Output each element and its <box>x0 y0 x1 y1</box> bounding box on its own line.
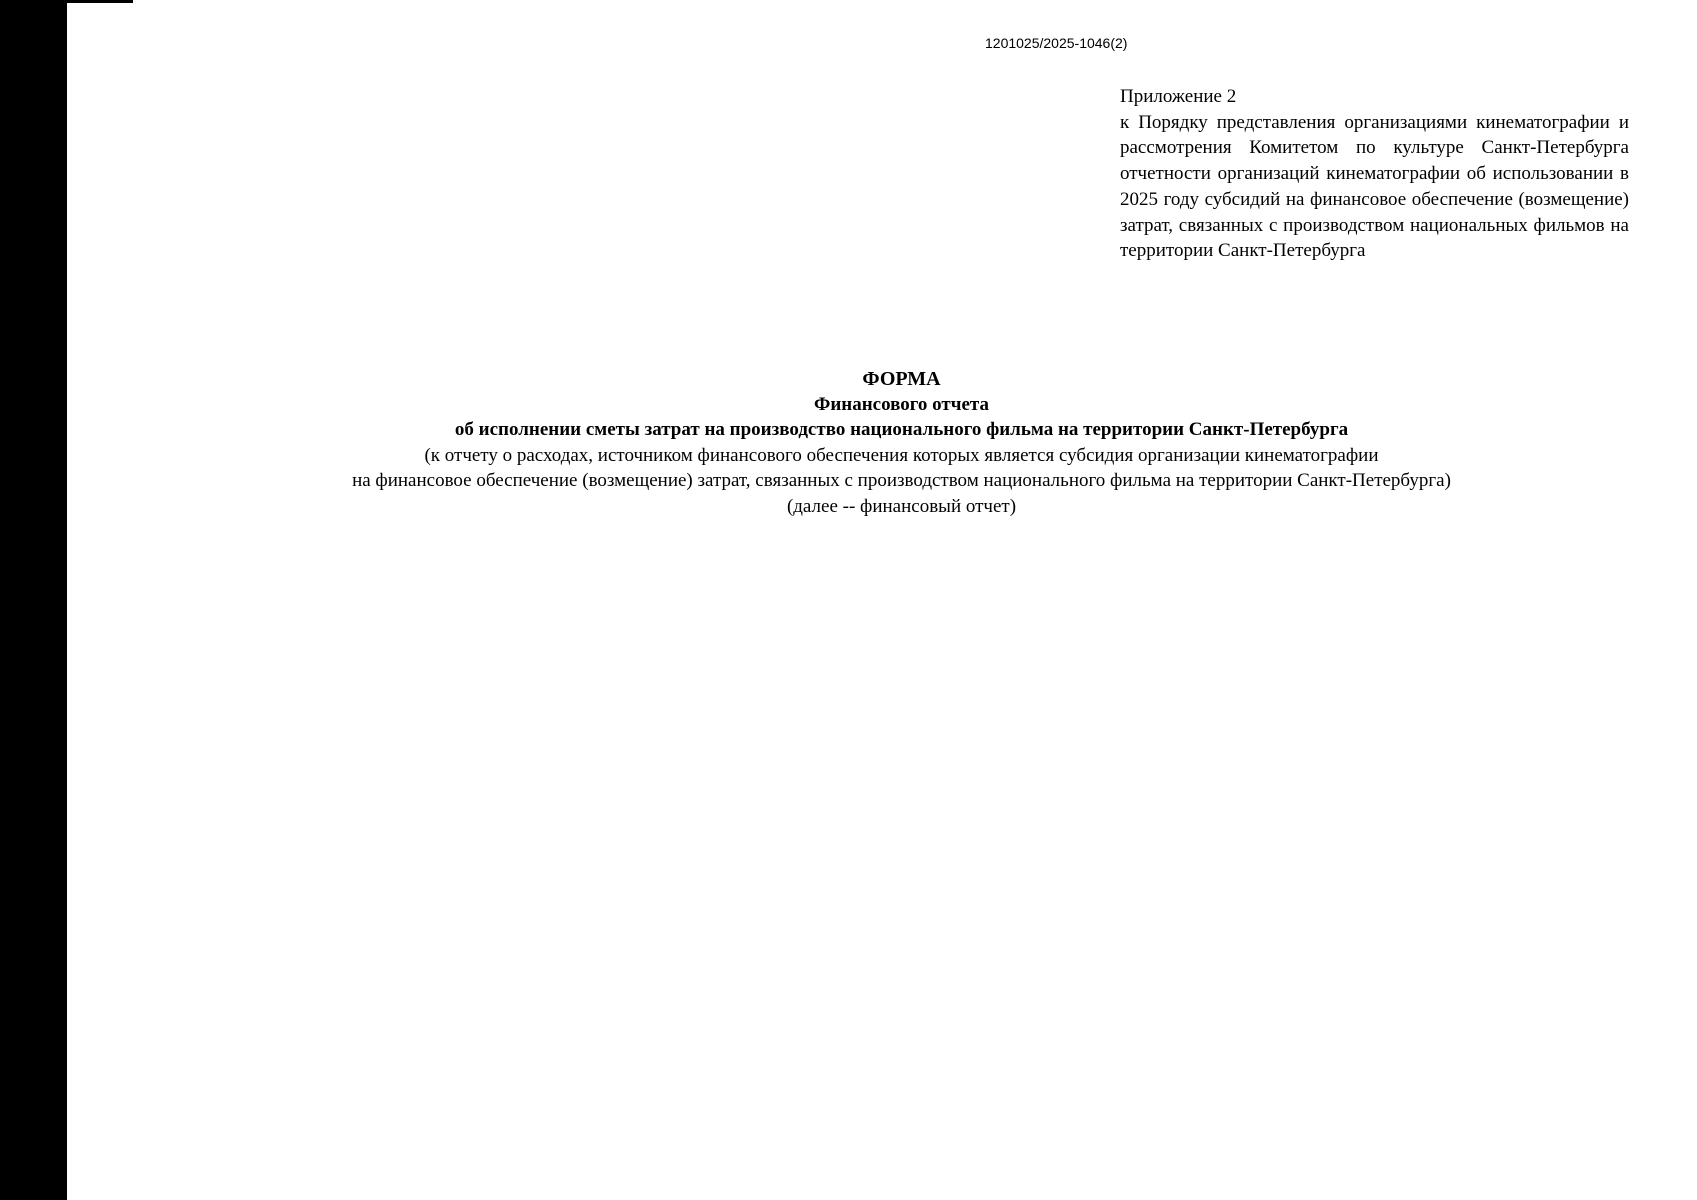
document-reference-number: 1201025/2025-1046(2) <box>985 35 1128 51</box>
form-note-line: (далее -- финансовый отчет) <box>786 495 1017 517</box>
appendix-title: Приложение 2 <box>1120 86 1237 107</box>
appendix-block <box>1120 84 1629 264</box>
form-note-line: (к отчету о расходах, источником финансового обеспечения которых является субсидия организации кинематографии <box>424 445 1379 466</box>
form-subtitle: Финансового отчета <box>814 394 989 415</box>
scan-black-margin <box>0 0 67 1200</box>
form-note-line: на финансовое обеспечение (возмещение) затрат, связанных с производством национального фильма на территории Санкт-Петербурга) <box>352 470 1451 492</box>
appendix-text: к Порядку представления организациями кинематографии и рассмотрения Комитетом по культуре Санкт-Петербурга отчетности организаций кинематографии об использовании в 2025 году субсидий на финансовое обеспечение (возмещение) затрат, связанных с производством национальных фильмов на территории Санкт-Петербурга <box>1120 111 1629 262</box>
form-subject: об исполнении сметы затрат на производство национального фильма на территории Санкт-Петербурга <box>454 419 1349 440</box>
form-title: ФОРМА <box>862 368 941 390</box>
scan-top-mark <box>55 0 133 3</box>
form-heading <box>120 366 1683 519</box>
